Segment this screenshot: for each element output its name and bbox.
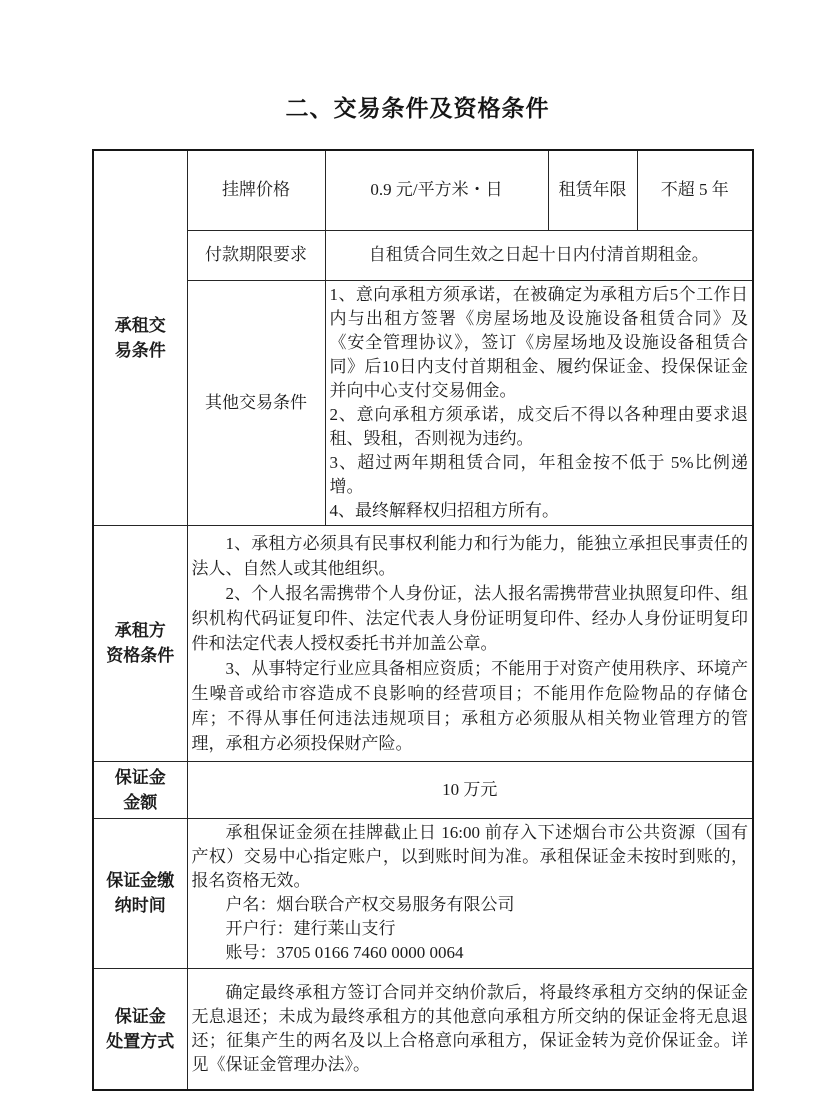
qualification-value xyxy=(187,525,753,761)
row-header-line: 保证金 xyxy=(114,767,166,787)
row-header-line: 纳时间 xyxy=(114,896,166,915)
row-header-qualification xyxy=(93,525,187,761)
deposit-payment-intro: 承租保证金须在挂牌截止日 16:00 前存入下述烟台市公共资源（国有产权）交易中心指定账户，以到账时间为准。承租保证金未按时到账的，报名资格无效。 xyxy=(191,823,748,890)
deposit-disposal-value xyxy=(187,968,753,1090)
lease-term-value: 不超 5 年 xyxy=(637,150,753,230)
lease-term-label: 租赁年限 xyxy=(548,150,637,230)
payment-deadline-label: 付款期限要求 xyxy=(187,230,325,280)
other-conditions-value xyxy=(325,280,753,525)
table-row xyxy=(93,761,753,818)
row-header-line: 处置方式 xyxy=(106,1031,175,1051)
row-header-line: 承租方 xyxy=(114,621,166,640)
row-header-line: 保证金缴 xyxy=(106,871,175,890)
row-header-line: 承租交 xyxy=(114,315,166,335)
table-row xyxy=(93,818,753,968)
qualification-item: 1、承租方必须具有民事权利能力和行为能力，能独立承担民事责任的法人、自然人或其他组织。 xyxy=(191,533,748,578)
table-row xyxy=(93,968,753,1090)
row-header-line: 保证金 xyxy=(114,1006,166,1026)
deposit-payment-value xyxy=(187,818,753,968)
deposit-amount-value: 10 万元 xyxy=(187,761,753,818)
table-row xyxy=(93,525,753,761)
bank-branch-line: 开户行：建行莱山支行 xyxy=(225,919,396,938)
table-row xyxy=(93,230,753,280)
payment-deadline-value: 自租赁合同生效之日起十日内付清首期租金。 xyxy=(325,230,753,280)
account-name-line: 户名：烟台联合产权交易服务有限公司 xyxy=(225,895,515,914)
row-header-line: 资格条件 xyxy=(106,646,175,665)
row-header-deposit-disposal xyxy=(93,968,187,1090)
page-title: 二、交易条件及资格条件 xyxy=(285,96,550,121)
qualification-item: 3、从事特定行业应具备相应资质；不能用于对资产使用秩序、环境产生噪音或给市容造成不良影响的经营项目；不能用作危险物品的存储仓库；不得从事任何违法违规项目；承租方必须服从相关物业管理方的管理，承租方必须投保财产险。 xyxy=(191,658,748,753)
row-header-deposit-amount xyxy=(93,761,187,818)
conditions-table xyxy=(92,149,754,1091)
table-row xyxy=(93,280,753,525)
deposit-disposal-text: 确定最终承租方签订合同并交纳价款后，将最终承租方交纳的保证金无息退还；未成为最终承租方的其他意向承租方所交纳的保证金将无息退还；征集产生的两名及以上合格意向承租方，保证金转为竞价保证金。详见《保证金管理办法》。 xyxy=(191,982,748,1074)
condition-item: 4、最终解释权归招租方所有。 xyxy=(329,500,559,520)
account-number-line: 账号：3705 0166 7460 0000 0064 xyxy=(225,943,464,962)
listing-price-label: 挂牌价格 xyxy=(187,150,325,230)
other-conditions-label: 其他交易条件 xyxy=(187,280,325,525)
condition-item: 2、意向承租方须承诺，成交后不得以各种理由要求退租、毁租，否则视为违约。 xyxy=(329,404,748,448)
row-header-line: 金额 xyxy=(123,792,158,812)
row-header-deposit-payment xyxy=(93,818,187,968)
row-header-line: 易条件 xyxy=(114,340,166,360)
listing-price-value: 0.9 元/平方米・日 xyxy=(325,150,548,230)
row-header-lease-transaction xyxy=(93,150,187,525)
table-row xyxy=(93,150,753,230)
condition-item: 3、超过两年期租赁合同，年租金按不低于 5%比例递增。 xyxy=(329,452,748,496)
condition-item: 1、意向承租方须承诺，在被确定为承租方后5个工作日内与出租方签署《房屋场地及设施设备租赁合同》及《安全管理协议》，签订《房屋场地及设施设备租赁合同》后10日内支付首期租金、履约保证金、投保保证金并向中心支付交易佣金。 xyxy=(329,284,748,400)
qualification-item: 2、个人报名需携带个人身份证，法人报名需携带营业执照复印件、组织机构代码证复印件、法定代表人身份证明复印件、经办人身份证明复印件和法定代表人授权委托书并加盖公章。 xyxy=(191,583,748,653)
